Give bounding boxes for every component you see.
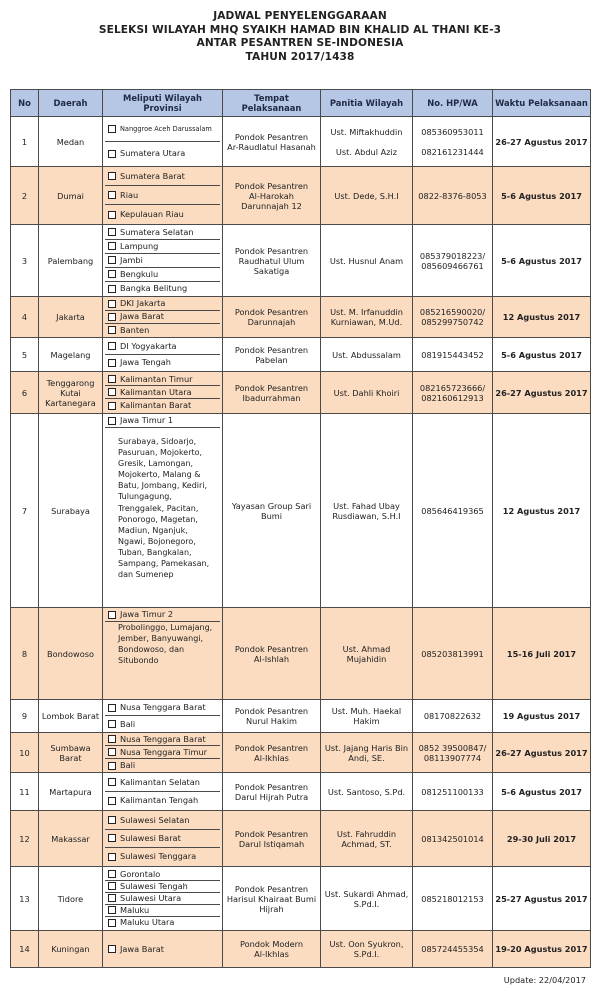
cell-hp: 082165723666/ 082160612913: [413, 372, 493, 414]
cell-panitia: Ust. Muh. Haekal Hakim: [321, 700, 413, 733]
checkbox-icon: [108, 882, 116, 890]
province-label: Sumatera Selatan: [120, 226, 194, 237]
cell-panitia: Ust. Oon Syukron, S.Pd.I.: [321, 931, 413, 968]
province-item: [105, 254, 220, 268]
checkbox-icon: [108, 762, 116, 770]
cell-hp: 085379018223/ 085609466761: [413, 225, 493, 297]
cell-no: 6: [11, 372, 39, 414]
province-label: Jawa Tengah: [120, 357, 171, 367]
checkbox-icon: [108, 270, 116, 278]
cell-daerah: Lombok Barat: [39, 700, 103, 733]
cell-waktu: 29-30 Juli 2017: [493, 811, 591, 867]
cell-tempat: Pondok Pesantren Darul Hijrah Putra: [223, 773, 321, 811]
cell-waktu: 5-6 Agustus 2017: [493, 773, 591, 811]
checkbox-icon: [108, 778, 116, 786]
province-item: [105, 812, 220, 830]
province-item: [105, 205, 220, 224]
province-item: [105, 893, 220, 905]
checkbox-icon: [108, 834, 116, 842]
checkbox-icon: [108, 359, 116, 367]
cell-tempat: Pondok Pesantren Ibadurrahman: [223, 372, 321, 414]
cell-daerah: Martapura: [39, 773, 103, 811]
column-header-waktu: Waktu Pelaksanaan: [493, 90, 591, 117]
update-date: Update: 22/04/2017: [503, 975, 586, 985]
table-row: [11, 225, 591, 297]
province-label: Lampung: [120, 240, 159, 251]
province-item: [105, 339, 220, 355]
cell-waktu: 5-6 Agustus 2017: [493, 167, 591, 225]
province-label: Kalimantan Selatan: [120, 776, 200, 787]
checkbox-icon: [108, 417, 116, 425]
cell-no: 5: [11, 338, 39, 372]
table-row: [11, 931, 591, 968]
table-row: [11, 372, 591, 414]
table-row: [11, 117, 591, 167]
cell-provinsi: [103, 414, 223, 608]
province-item: [105, 746, 220, 759]
cell-tempat: Pondok Pesantren Darul Istiqamah: [223, 811, 321, 867]
checkbox-icon: [108, 256, 116, 264]
province-item: [105, 240, 220, 254]
column-header-no: No: [11, 90, 39, 117]
checkbox-icon: [108, 853, 116, 861]
header-line-1: JADWAL PENYELENGGARAAN: [213, 10, 387, 22]
column-header-daerah: Daerah: [39, 90, 103, 117]
province-item: [105, 881, 220, 893]
header-line-4: TAHUN 2017/1438: [245, 50, 355, 63]
checkbox-icon: [108, 870, 116, 878]
cell-no: 10: [11, 733, 39, 773]
column-header-tempat: Tempat Pelaksanaan: [223, 90, 321, 117]
cell-daerah: Palembang: [39, 225, 103, 297]
province-label: Nanggroe Aceh Darussalam: [120, 124, 212, 133]
cell-hp: 085216590020/ 085299750742: [413, 297, 493, 338]
province-label: Bali: [120, 718, 136, 729]
checkbox-icon: [108, 375, 116, 383]
cell-tempat: Pondok Pesantren Al-Harokah Darunnajah 12: [223, 167, 321, 225]
cell-daerah: Makassar: [39, 811, 103, 867]
province-label: Banten: [120, 324, 150, 335]
province-label: Bali: [120, 760, 136, 770]
cell-tempat: Pondok Pesantren Pabelan: [223, 338, 321, 372]
province-label: Sumatera Barat: [120, 170, 185, 181]
cell-hp: 085724455354: [413, 931, 493, 968]
province-label: Sulawesi Utara: [120, 892, 182, 903]
checkbox-icon: [108, 228, 116, 236]
province-item: [105, 167, 220, 186]
cell-no: 11: [11, 773, 39, 811]
province-label: Maluku Utara: [120, 917, 175, 927]
cell-panitia: Ust. M. Irfanuddin Kurniawan, M.Ud.: [321, 297, 413, 338]
cell-waktu: 5-6 Agustus 2017: [493, 225, 591, 297]
table-row: [11, 773, 591, 811]
province-label: Kalimantan Utara: [120, 386, 192, 397]
province-label: DI Yogyakarta: [120, 340, 177, 351]
table-row: [11, 414, 591, 608]
column-header-panitia: Panitia Wilayah: [321, 90, 413, 117]
province-item: [105, 186, 220, 205]
province-item: [105, 830, 220, 848]
cell-provinsi: [103, 608, 223, 700]
cell-daerah: Kuningan: [39, 931, 103, 968]
province-item: [105, 399, 220, 412]
cell-daerah: Tidore: [39, 867, 103, 931]
cell-waktu: 25-27 Agustus 2017: [493, 867, 591, 931]
table-body: [11, 117, 591, 968]
schedule-table: [10, 89, 591, 968]
cell-daerah: Surabaya: [39, 414, 103, 608]
cell-no: 7: [11, 414, 39, 608]
province-item: [105, 905, 220, 917]
cell-panitia: Ust. Dahli Khoiri: [321, 372, 413, 414]
cell-hp: 0822-8376-8053: [413, 167, 493, 225]
province-item: [105, 311, 220, 324]
cell-panitia: Ust. Sukardi Ahmad, S.Pd.I.: [321, 867, 413, 931]
province-label: Kalimantan Timur: [120, 373, 193, 384]
province-label: Jawa Barat: [120, 943, 164, 954]
province-item: [105, 386, 220, 399]
cell-panitia: Ust. Miftakhuddin Ust. Abdul Aziz: [321, 117, 413, 167]
province-item: [105, 226, 220, 240]
cell-provinsi: [103, 338, 223, 372]
province-item: [105, 774, 220, 792]
cell-no: 14: [11, 931, 39, 968]
checkbox-icon: [108, 816, 116, 824]
cell-provinsi: [103, 372, 223, 414]
cell-waktu: 5-6 Agustus 2017: [493, 338, 591, 372]
checkbox-icon: [108, 125, 116, 133]
province-item: [105, 848, 220, 866]
province-item: [105, 700, 220, 716]
cell-hp: 081915443452: [413, 338, 493, 372]
province-label: Bengkulu: [120, 268, 159, 279]
checkbox-icon: [108, 388, 116, 396]
province-label: Jawa Barat: [120, 311, 164, 321]
cell-waktu: 12 Agustus 2017: [493, 414, 591, 608]
cell-daerah: Sumbawa Barat: [39, 733, 103, 773]
table-row: [11, 700, 591, 733]
table-row: [11, 297, 591, 338]
cell-daerah: Tenggarong Kutai Kartanegara: [39, 372, 103, 414]
cell-panitia: Ust. Abdussalam: [321, 338, 413, 372]
province-item: [105, 118, 220, 142]
cell-hp: 085218012153: [413, 867, 493, 931]
checkbox-icon: [108, 919, 116, 927]
checkbox-icon: [108, 797, 116, 805]
header-line-2: SELEKSI WILAYAH MHQ SYAIKH HAMAD BIN KHALID AL THANI KE-3: [98, 23, 502, 36]
checkbox-icon: [108, 735, 116, 743]
province-label: Kalimantan Barat: [120, 400, 192, 410]
checkbox-icon: [108, 906, 116, 914]
cell-panitia: Ust. Santoso, S.Pd.: [321, 773, 413, 811]
checkbox-icon: [108, 285, 116, 293]
province-item: [105, 142, 220, 166]
checkbox-icon: [108, 172, 116, 180]
checkbox-icon: [108, 326, 116, 334]
cell-no: 3: [11, 225, 39, 297]
checkbox-icon: [108, 150, 116, 158]
province-item: [105, 869, 220, 881]
cell-provinsi: [103, 931, 223, 968]
cell-tempat: Pondok Pesantren Raudhatul Ulum Sakatiga: [223, 225, 321, 297]
checkbox-icon: [108, 342, 116, 350]
province-item: [105, 298, 220, 311]
checkbox-icon: [108, 191, 116, 199]
cell-daerah: Medan: [39, 117, 103, 167]
province-item: [105, 282, 220, 296]
province-item: [105, 733, 220, 746]
province-label: Maluku: [120, 904, 150, 915]
province-label: Sulawesi Tenggara: [120, 851, 197, 861]
province-item: [105, 324, 220, 337]
cell-panitia: Ust. Ahmad Mujahidin: [321, 608, 413, 700]
checkbox-icon: [108, 611, 116, 619]
cell-daerah: Bondowoso: [39, 608, 103, 700]
cell-hp: 081251100133: [413, 773, 493, 811]
province-label: Riau: [120, 189, 139, 200]
document-header: [0, 10, 600, 64]
table-header-row: [11, 90, 591, 117]
province-item: [105, 355, 220, 371]
province-label: Sumatera Utara: [120, 148, 186, 158]
cell-hp: 08170822632: [413, 700, 493, 733]
province-label: Sulawesi Tengah: [120, 880, 188, 891]
checkbox-icon: [108, 211, 116, 219]
checkbox-icon: [108, 313, 116, 321]
cell-no: 9: [11, 700, 39, 733]
table-row: [11, 867, 591, 931]
cell-hp: 085360953011 082161231444: [413, 117, 493, 167]
province-item: [105, 917, 220, 929]
province-item: [105, 759, 220, 772]
cell-provinsi: [103, 297, 223, 338]
cell-waktu: 26-27 Agustus 2017: [493, 733, 591, 773]
cell-provinsi: [103, 700, 223, 733]
cell-provinsi: [103, 117, 223, 167]
province-label: Kepulauan Riau: [120, 209, 184, 219]
cell-hp: 0852 39500847/ 08113907774: [413, 733, 493, 773]
checkbox-icon: [108, 242, 116, 250]
cell-provinsi: [103, 811, 223, 867]
cell-provinsi: [103, 167, 223, 225]
cell-panitia: Ust. Fahad Ubay Rusdiawan, S.H.I: [321, 414, 413, 608]
province-item: [105, 716, 220, 732]
province-item: [105, 414, 220, 428]
column-header-hp: No. HP/WA: [413, 90, 493, 117]
province-label: Nusa Tenggara Barat: [120, 702, 206, 712]
checkbox-icon: [108, 748, 116, 756]
cell-hp: 085646419365: [413, 414, 493, 608]
province-label: Gorontalo: [120, 868, 161, 879]
cell-panitia: Ust. Fahruddin Achmad, ST.: [321, 811, 413, 867]
province-detail: Probolinggo, Lumajang, Jember, Banyuwangi, Bondowoso, dan Situbondo: [118, 623, 213, 666]
cell-no: 2: [11, 167, 39, 225]
cell-waktu: 26-27 Agustus 2017: [493, 372, 591, 414]
checkbox-icon: [108, 945, 116, 953]
cell-no: 12: [11, 811, 39, 867]
province-label: Nusa Tenggara Timur: [120, 746, 207, 757]
table-row: [11, 608, 591, 700]
table-row: [11, 811, 591, 867]
province-label: Jambi: [120, 254, 143, 265]
province-label: Jawa Timur 2: [120, 609, 174, 619]
cell-provinsi: [103, 867, 223, 931]
cell-tempat: Pondok Modern Al-Ikhlas: [223, 931, 321, 968]
cell-daerah: Dumai: [39, 167, 103, 225]
cell-no: 13: [11, 867, 39, 931]
cell-provinsi: [103, 733, 223, 773]
cell-tempat: Pondok Pesantren Nurul Hakim: [223, 700, 321, 733]
cell-hp: 085203813991: [413, 608, 493, 700]
cell-panitia: Ust. Dede, S.H.I: [321, 167, 413, 225]
province-label: Kalimantan Tengah: [120, 795, 199, 805]
cell-waktu: 19-20 Agustus 2017: [493, 931, 591, 968]
cell-tempat: Yayasan Group Sari Bumi: [223, 414, 321, 608]
cell-no: 1: [11, 117, 39, 167]
table-row: [11, 733, 591, 773]
province-item: [105, 373, 220, 386]
province-detail: Surabaya, Sidoarjo, Pasuruan, Mojokerto, Gresik, Lamongan, Mojokerto, Malang & Batu, Jombang, Kediri, Tulungagung, Trenggalek, Pacitan, Ponorogo, Magetan, Madiun, Nganjuk, Ngawi, Bojonegoro, Tuban, Bangkalan, Sampang, Pamekasan, dan Sumenep: [118, 437, 210, 580]
checkbox-icon: [108, 720, 116, 728]
cell-tempat: Pondok Pesantren Ar-Raudlatul Hasanah: [223, 117, 321, 167]
table-row: [11, 167, 591, 225]
cell-waktu: 15-16 Juli 2017: [493, 608, 591, 700]
province-item: [105, 792, 220, 810]
cell-waktu: 12 Agustus 2017: [493, 297, 591, 338]
province-label: Sulawesi Barat: [120, 832, 181, 843]
cell-tempat: Pondok Pesantren Harisul Khairaat Bumi Hijrah: [223, 867, 321, 931]
province-item: [105, 268, 220, 282]
cell-panitia: Ust. Husnul Anam: [321, 225, 413, 297]
province-label: Jawa Timur 1: [120, 415, 174, 425]
cell-daerah: Magelang: [39, 338, 103, 372]
table-row: [11, 338, 591, 372]
checkbox-icon: [108, 704, 116, 712]
province-item: [105, 608, 220, 622]
column-header-provinsi: Meliputi Wilayah Provinsi: [103, 90, 223, 117]
province-label: Bangka Belitung: [120, 283, 188, 293]
checkbox-icon: [108, 300, 116, 308]
cell-waktu: 19 Agustus 2017: [493, 700, 591, 733]
cell-no: 4: [11, 297, 39, 338]
cell-tempat: Pondok Pesantren Al-Ikhlas: [223, 733, 321, 773]
province-label: Sulawesi Selatan: [120, 814, 190, 825]
province-label: DKI Jakarta: [120, 298, 166, 308]
checkbox-icon: [108, 894, 116, 902]
cell-tempat: Pondok Pesantren Al-Ishlah: [223, 608, 321, 700]
cell-panitia: Ust. Jajang Haris Bin Andi, SE.: [321, 733, 413, 773]
cell-tempat: Pondok Pesantren Darunnajah: [223, 297, 321, 338]
province-item: [105, 931, 220, 967]
cell-daerah: Jakarta: [39, 297, 103, 338]
header-line-3: ANTAR PESANTREN SE-INDONESIA: [196, 37, 404, 50]
province-label: Nusa Tenggara Barat: [120, 733, 206, 744]
checkbox-icon: [108, 402, 116, 410]
cell-provinsi: [103, 225, 223, 297]
cell-waktu: 26-27 Agustus 2017: [493, 117, 591, 167]
cell-provinsi: [103, 773, 223, 811]
cell-hp: 081342501014: [413, 811, 493, 867]
cell-no: 8: [11, 608, 39, 700]
